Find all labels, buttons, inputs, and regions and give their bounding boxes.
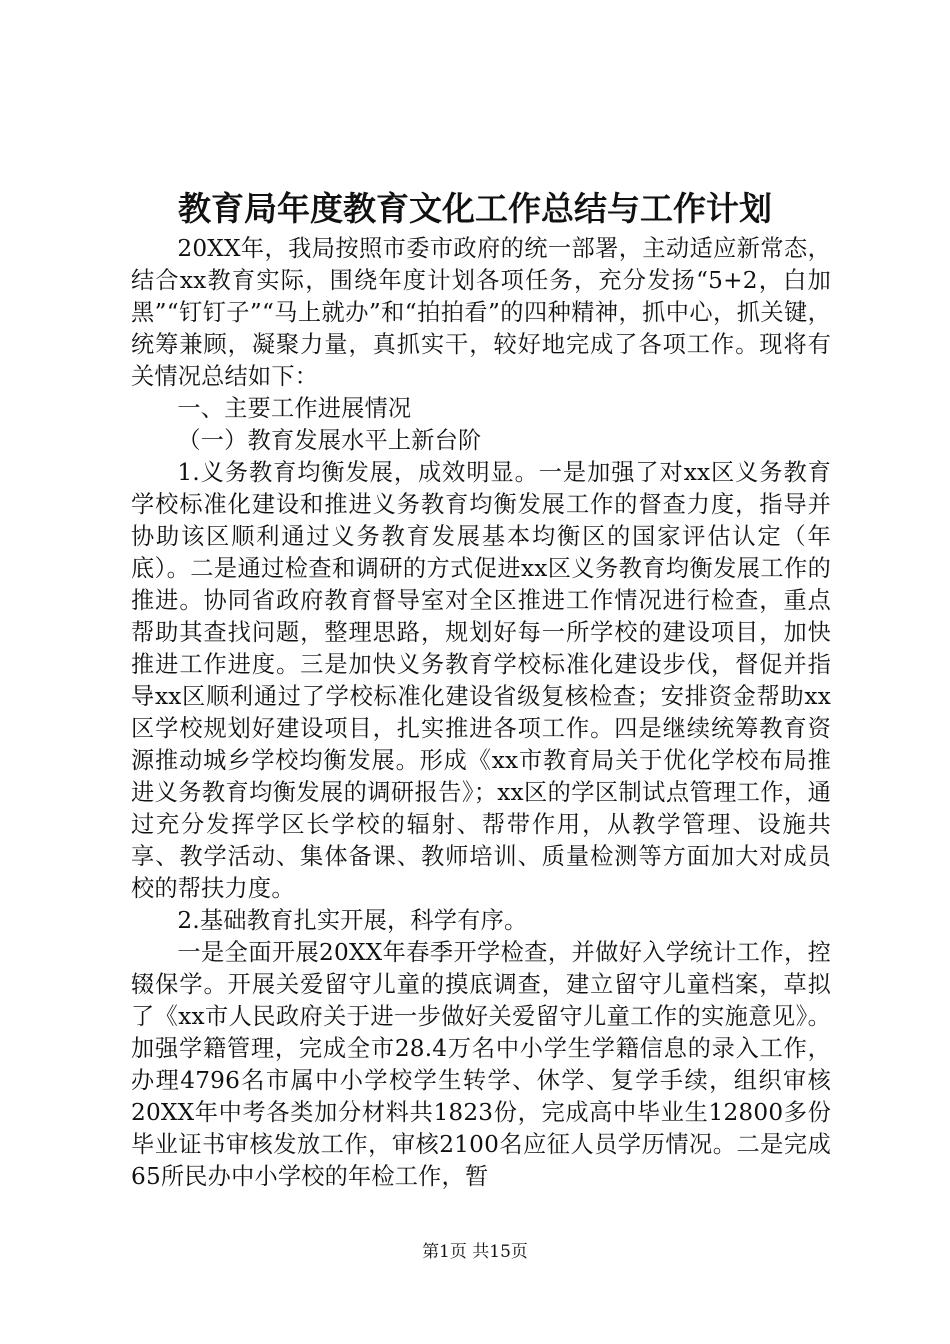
paragraph-compulsory-education: 1.义务教育均衡发展，成效明显。一是加强了对xx区义务教育学校标准化建设和推进义务教育均衡发展工作的督查力度，指导并协助该区顺利通过义务教育发展基本均衡区的国家评估认定（年底）。二是通过检查和调研的方式促进xx区义务教育均衡发展工作的推进。协同省政府教育督导室对全区推进工作情况进行检查，重点帮助其查找问题，整理思路，规划好每一所学校的建设项目，加快推进工作进度。三是加快义务教育学校标准化建设步伐，督促并指导xx区顺利通过了学校标准化建设省级复核检查；安排资金帮助xx区学校规划好建设项目，扎实推进各项工作。四是继续统筹教育资源推动城乡学校均衡发展。形成《xx市教育局关于优化学校布局推进义务教育均衡发展的调研报告》；xx区的学区制试点管理工作，通过充分发挥学区长学校的辐射、帮带作用，从教学管理、设施共享、教学活动、集体备课、教师培训、质量检测等方面加大对成员校的帮扶力度。 [131,459,831,902]
heading-subsection-1: （一）教育发展水平上新台阶 [177,427,482,454]
page-number-footer: 第1页 共15页 [422,1242,528,1262]
paragraph-basic-education: 一是全面开展20XX年春季开学检查，并做好入学统计工作，控辍保学。开展关爱留守儿童的摸底调查，建立留守儿童档案，草拟了《xx市人民政府关于进一步做好关爱留守儿童工作的实施意见》。加强学籍管理，完成全市28.4万名中小学生学籍信息的录入工作，办理4796名市属中小学校学生转学、休学、复学手续，组织审核20XX年中考各类加分材料共1823份，完成高中毕业生12800多份毕业证书审核发放工作，审核2100名应征人员学历情况。二是完成65所民办中小学校的年检工作，暂 [131,939,831,1190]
document-body [131,233,831,1193]
heading-basic-education: 2.基础教育扎实开展，科学有序。 [177,907,528,934]
heading-section-1: 一、主要工作进展情况 [177,395,412,422]
paragraph-intro: 20XX年，我局按照市委市政府的统一部署，主动适应新常态，结合xx教育实际，围绕年度计划各项任务，充分发扬“5+2，白加黑”“钉钉子”“马上就办”和“拍拍看”的四种精神，抓中心，抓关键，统筹兼顾，凝聚力量，真抓实干，较好地完成了各项工作。现将有关情况总结如下： [131,235,831,390]
document-title: 教育局年度教育文化工作总结与工作计划 [178,189,772,228]
